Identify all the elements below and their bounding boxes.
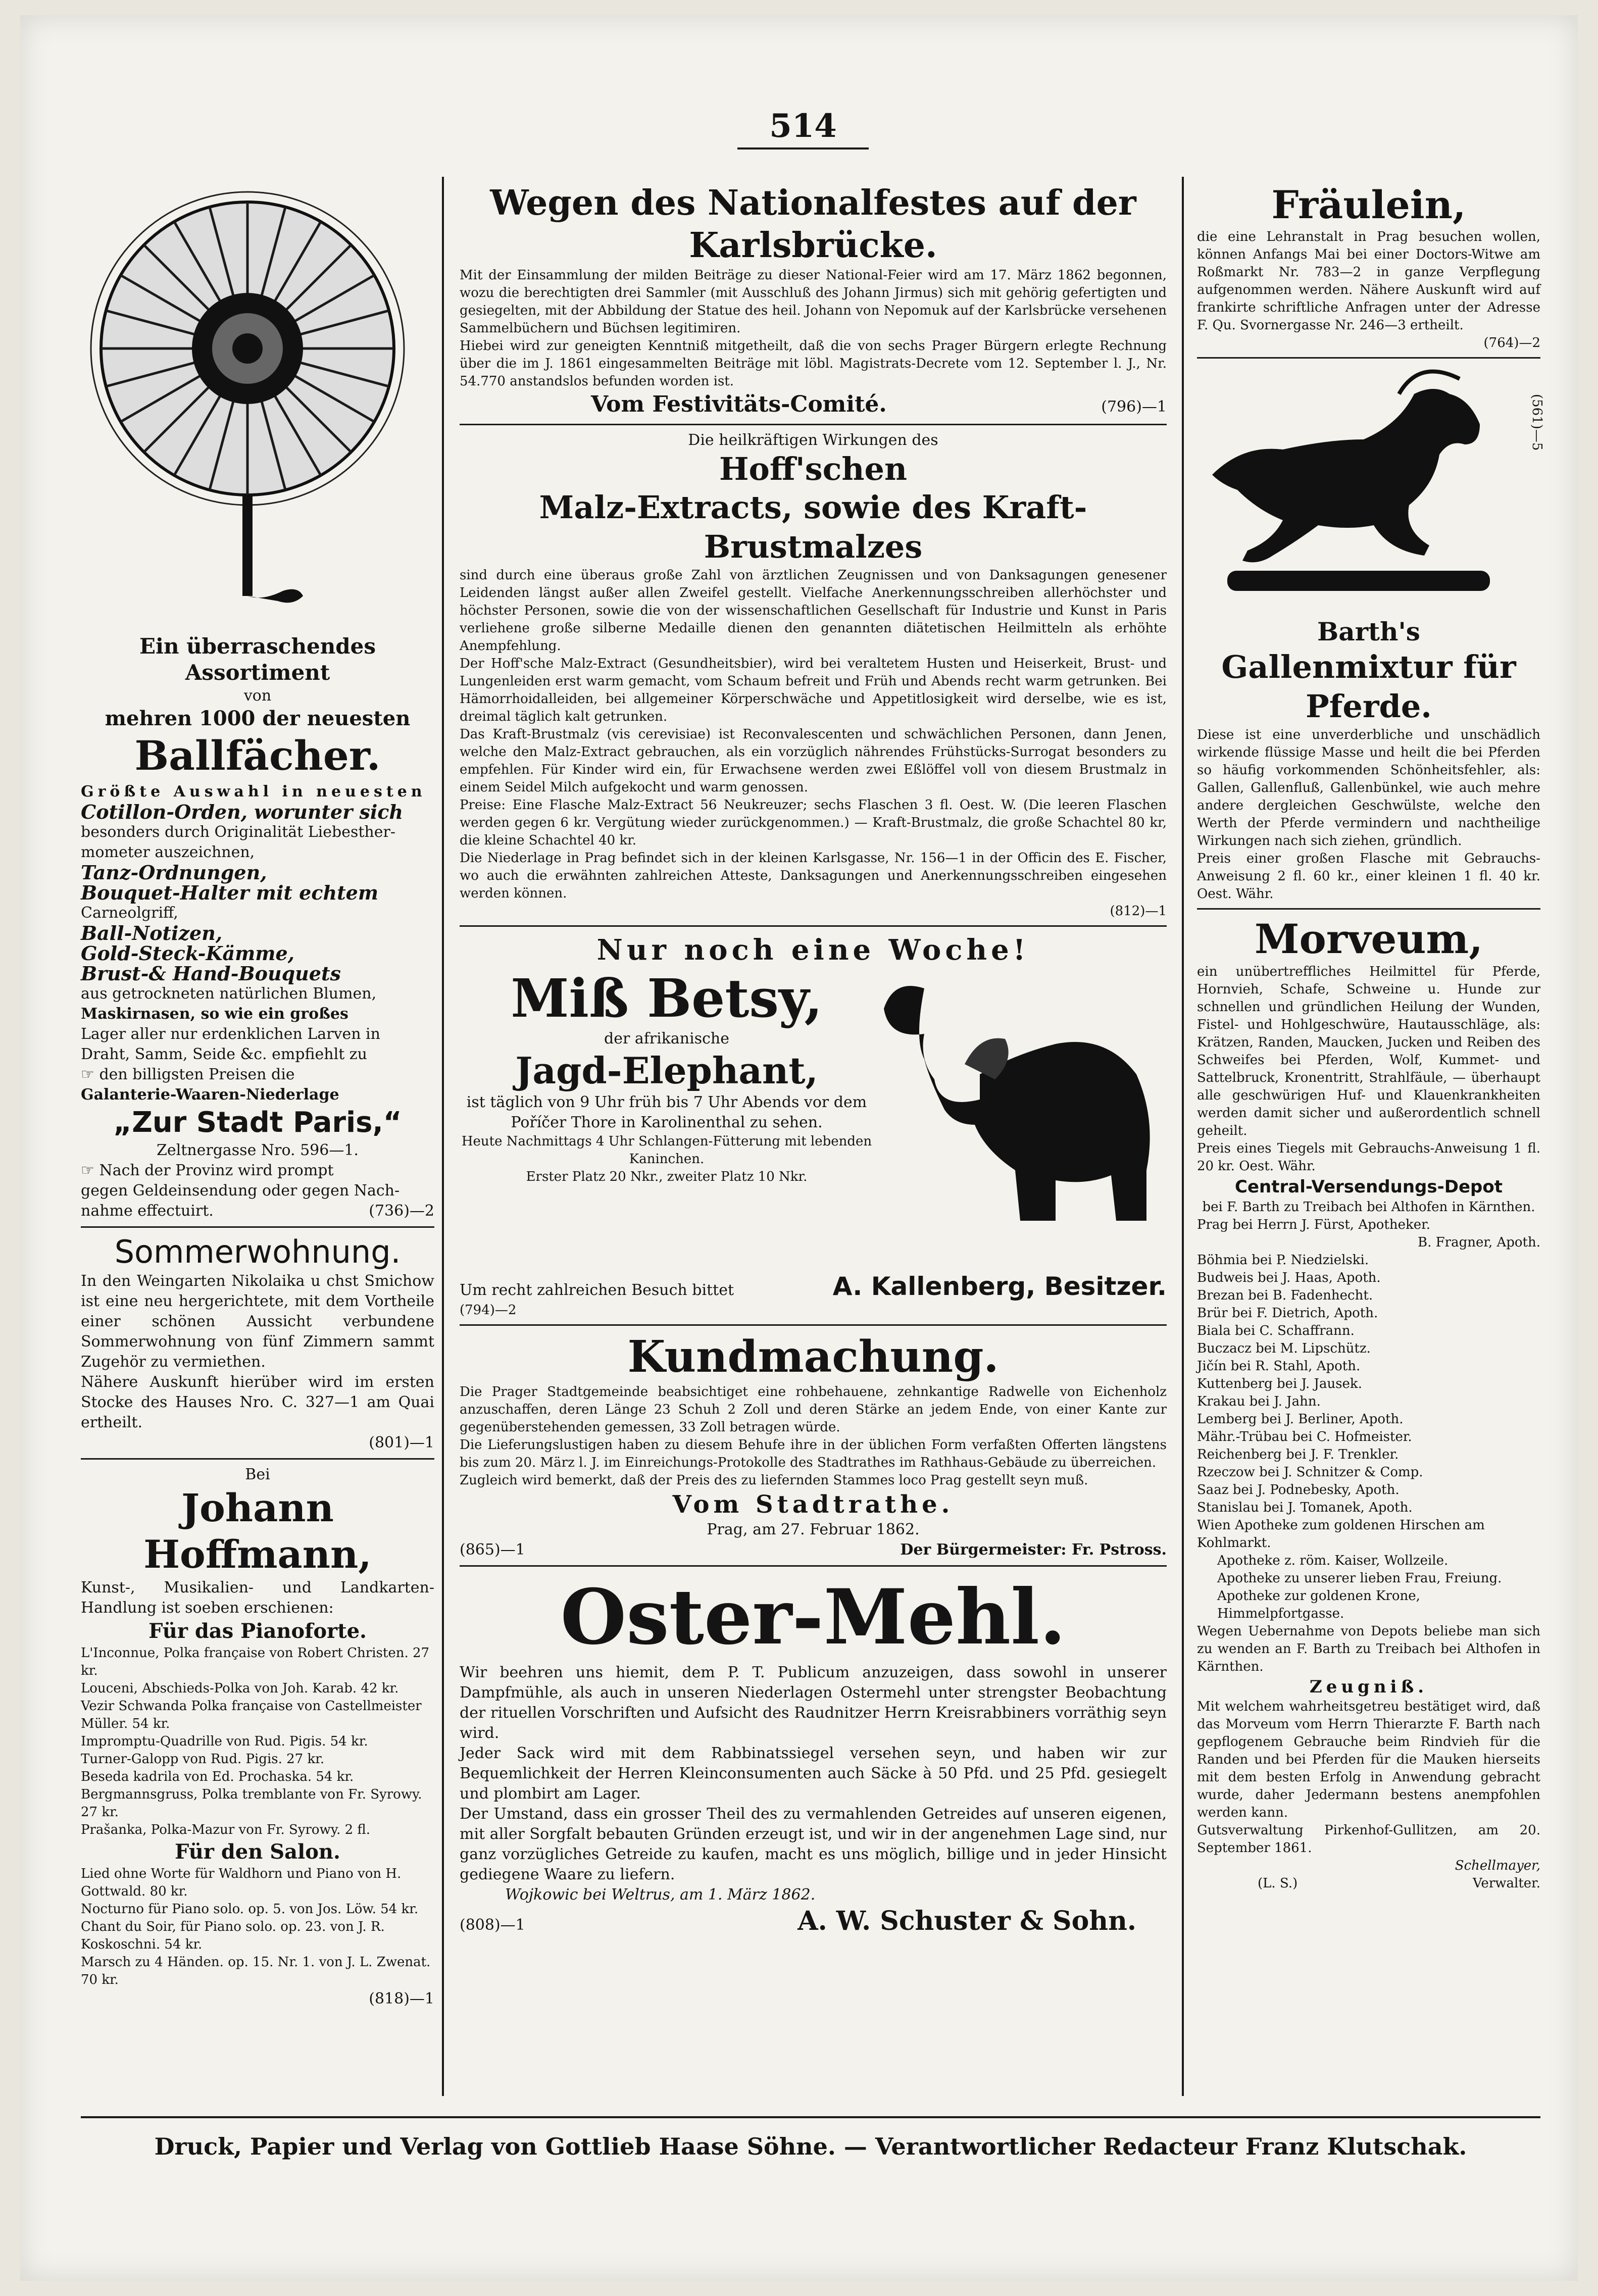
list-item: Reichenberg bei J. F. Trenkler. (1197, 1447, 1399, 1462)
list-item: B. Fragner, Apoth. (1417, 1235, 1540, 1250)
ad-hoff-text: Das Kraft-Brustmalz (vis cerevisiae) ist Reconvalescenten und schwächlichen Personen, dann Jenen, welche den Malz-Extract gebrauchen, als ein vorzüglich nährendes Frühstücks-Surrogat besonders zu empfehlen. Für Kinder wird ein, für Erwachsene werden zwei Eßlöffel voll von diesem Brustmalz in einem Seidel Milch aufgekocht und warm genossen. (460, 727, 1167, 795)
ad-ref: (764)—2 (1483, 335, 1540, 351)
ad-morveum-list (1197, 1216, 1540, 1623)
footer (81, 2131, 1540, 2162)
ad-morveum-ls: (L. S.) (1258, 1876, 1298, 1891)
list-item: L'Inconnue, Polka française von Robert Christen. 27 kr. (81, 1645, 430, 1678)
ad-fans-title-4: Ballfächer. (134, 732, 381, 779)
list-item: Rzeczow bei J. Schnitzer & Comp. (1197, 1465, 1423, 1480)
ad-kund-text: Die Lieferungslustigen haben zu diesem Behufe ihre in der üblichen Form verfaßten Offerten längstens bis zum 20. März l. J. im Einreichungs-Protokolle des Stadtrathes im Rathhaus-Gebäude zu überreichen. (460, 1437, 1167, 1470)
ad-betsy-title-1: Nur noch eine Woche! (596, 933, 1030, 967)
list-item: Nocturno für Piano solo. op. 5. von Jos. Löw. 54 kr. (81, 1902, 419, 1917)
ad-summer-title: Sommerwohnung. (114, 1233, 401, 1270)
list-item: Bergmannsgruss, Polka tremblante von Fr. Syrowy. 27 kr. (81, 1787, 422, 1820)
ad-hoff-text: Der Hoff'sche Malz-Extract (Gesundheitsbier), wird bei veraltetem Husten und Heiserkeit, Brust- und Lungenleiden erst warm gemacht, vom Schaum befreit und Früh und Abends recht warm getrunken. Bei Hämorrhoidalleiden, bei allgemeiner Körperschwäche und Appetitlosigkeit wird derselbe, wie es ist, dreimal täglich kalt getrunken. (460, 656, 1167, 724)
ad-betsy-body (460, 968, 1167, 1271)
column-rule-right (1182, 177, 1184, 2096)
ad-morveum-title: Morveum, (1254, 915, 1483, 963)
ad-betsy-text: Heute Nachmittags 4 Uhr Schlangen-Fütterung mit lebenden Kaninchen. (461, 1134, 872, 1167)
list-item: Impromptu-Quadrille von Rud. Pigis. 54 kr. (81, 1734, 368, 1749)
elephant-illustration (864, 958, 1167, 1241)
list-item: Stanislau bei J. Tomanek, Apoth. (1197, 1500, 1413, 1515)
ad-ref: (801)—1 (369, 1434, 434, 1452)
list-item: Brür bei F. Dietrich, Apoth. (1197, 1306, 1378, 1321)
horse-illustration (1197, 364, 1510, 616)
ad-music-list (81, 1865, 434, 1989)
list-item: Kuttenberg bei J. Jausek. (1197, 1376, 1362, 1391)
page-number-text: 514 (769, 107, 837, 145)
footer-rule (81, 2116, 1540, 2118)
list-item: Prag bei Herrn J. Fürst, Apotheker. (1197, 1217, 1430, 1232)
list-item: Mähr.-Trübau bei C. Hofmeister. (1197, 1429, 1412, 1444)
ad-fans-line: Galanterie-Waaren-Niederlage (81, 1086, 339, 1104)
separator (460, 424, 1167, 425)
ad-fans-title-1: Ein überraschendes Assortiment (139, 634, 376, 685)
ad-morveum-ztext: Mit welchem wahrheitsgetreu bestätiget wird, daß das Morveum vom Herrn Thierarzte F. Barth nach gepflogenem Gebrauche beim Rindvieh für die Randen und bei Pferden für die Mauken hierseits mit dem besten Erfolg in Anwendung gebracht wurde, daher Jedermann bestens anempfohlen werden kann. (1197, 1699, 1540, 1820)
ad-national-sign: Vom Festivitäts-Comité. (591, 391, 887, 417)
ad-kund-text: Die Prager Stadtgemeinde beabsichtiget eine rohbehauene, zehnkantige Radwelle von Eichenholz anzuschaffen, deren Länge 23 Schuh 2 Zoll und deren Stärke an jedem Ende, von einer Kante zur gegenüberstehenden gemessen, 33 Zoll betragen würde. (460, 1384, 1167, 1435)
ad-barth-text: Diese ist eine unverderbliche und unschädlich wirkende flüssige Masse und heilt die bei Pferden so häufig vorkommenden Schönheitsfehler, als: Gallen, Gallenfluß, Gallenbünkel, wie auch mehre andere dergleichen Geschwülste, welche den Werth der Pferde vermindern und nachtheilige Wirkungen nach sich ziehen, gründlich. (1197, 727, 1540, 848)
newspaper-page (20, 15, 1578, 2281)
list-item: Böhmia bei P. Niedzielski. (1197, 1253, 1369, 1268)
ad-hoff-text: Die Niederlage in Prag befindet sich in der kleinen Karlsgasse, Nr. 156—1 in der Officin des E. Fischer, wo auch die erwähnten zahlreichen Atteste, Danksagungen und Anerkennungsschreiben eingesehen werden können. (460, 851, 1167, 901)
ad-morveum-zeugnis: Zeugniß. (1309, 1677, 1428, 1697)
ad-morveum-text: Preis eines Tiegels mit Gebrauchs-Anweisung 1 fl. 20 kr. Oest. Währ. (1197, 1141, 1540, 1174)
list-item: Lied ohne Worte für Waldhorn und Piano von H. Gottwald. 80 kr. (81, 1866, 402, 1899)
ad-morveum-text: ein unübertreffliches Heilmittel für Pferde, Hornvieh, Schafe, Schweine u. Hunde zur schnellen und gründlichen Heilung der Wunden, Fistel- und Hohlgeschwüre, Hautausschläge, als: Krätzen, Randen, Maucken, Jucken und Reiben des Schweifes bei Pferden, Wolf, Kummet- und Sattelbruck, Kronentritt, Strahlfäule, — überhaupt alle geschwürigen Huf- und Klauenkrankheiten werden damit sicher und außerordentlich schnell geheilt. (1197, 964, 1540, 1138)
list-item: Apotheke zu unserer lieben Frau, Freiung. (1217, 1571, 1502, 1586)
ad-national-text: Hiebei wird zur geneigten Kenntniß mitgetheilt, daß die von sechs Prager Bürgern erlegte Rechnung über die im J. 1861 eingesammelten Beiträge mit löbl. Magistrats-Decrete vom 12. September l. J., Nr. 54.770 anstandslos befunden worden ist. (460, 338, 1167, 389)
list-item: Biala bei C. Schaffrann. (1197, 1323, 1355, 1338)
ad-fans-line: Nach der Provinz wird prompt (99, 1162, 334, 1179)
list-item: Brezan bei B. Fadenhecht. (1197, 1288, 1373, 1303)
ad-fans-title-2: von (243, 687, 272, 705)
ad-fans-line: Carneolgriff, (81, 904, 178, 922)
ad-kund-date: Prag, am 27. Februar 1862. (707, 1521, 920, 1538)
ad-morveum-sign: Gutsverwaltung Pirkenhof-Gullitzen, am 20. September 1861. (1197, 1823, 1540, 1856)
ad-fans-line: Maskirnasen, so wie ein großes (81, 1005, 348, 1023)
list-item: Wien Apotheke zum goldenen Hirschen am Kohlmarkt. (1197, 1518, 1485, 1551)
ad-national-text: Mit der Einsammlung der milden Beiträge zu dieser National-Feier wird am 17. März 1862 begonnen, wozu die berechtigten drei Sammler (mit Ausschluß des Johann Jirmus) sich mit gehörig gefertigten und gesiegelten, mit der Abbildung der Statue des heil. Johann von Nepomuk auf der Karlsbrücke versehenen Sammelbüchern und Büchsen legitimiren. (460, 268, 1167, 336)
list-item: Beseda kadrila von Ed. Prochaska. 54 kr. (81, 1769, 354, 1784)
ad-fans-line: Cotillon-Orden, worunter sich (81, 801, 404, 823)
list-item: Apotheke zur goldenen Krone, Himmelpfortgasse. (1217, 1588, 1420, 1621)
ad-ref: (865)—1 (460, 1541, 525, 1559)
ad-fans-line: den billigsten Preisen die (99, 1066, 295, 1083)
ad-fans-line: besonders durch Originalität Liebesther- (81, 823, 395, 841)
ad-barth-title-2: Gallenmixtur für Pferde. (1221, 648, 1516, 725)
list-item: Saaz bei J. Podnebesky, Apoth. (1197, 1482, 1400, 1498)
ad-fans-store: „Zur Stadt Paris,“ (113, 1106, 402, 1139)
ad-national-title: Wegen des Nationalfestes auf der Karlsbrücke. (490, 183, 1136, 266)
ad-oster-text: Der Umstand, dass ein grosser Theil des zu vermahlenden Getreides auf unseren eigenen, mit aller Sorgfalt bebauten Gründen erzeugt ist, und wir in der angenehmen Lage sind, nur ganz vorzügliches Getreide zu kaufen, macht es uns möglich, billige und in jeder Hinsicht gediegene Waare zu liefern. (460, 1805, 1167, 1883)
ad-ref: (812)—1 (1110, 904, 1167, 919)
horse-block (1197, 364, 1544, 616)
list-item: Krakau bei J. Jahn. (1197, 1394, 1321, 1409)
separator (460, 1324, 1167, 1326)
list-item: Vezir Schwanda Polka française von Castellmeister Müller. 54 kr. (81, 1699, 422, 1731)
ad-kund-text: Zugleich wird bemerkt, daß der Preis des zu liefernden Stammes loco Prag gestellt seyn muß. (460, 1473, 1088, 1488)
ad-oster-text: Wir beehren uns hiemit, dem P. T. Publicum anzuzeigen, dass sowohl in unserer Dampfmühle, als auch in unseren Niederlagen Ostermehl unter strengster Beobachtung der rituellen Vorschriften und Aufsicht des Raudnitzer Herrn Kreisrabbiners vorräthig seyn wird. (460, 1664, 1167, 1742)
ad-fans-line: Bouquet-Halter mit echtem (81, 881, 379, 904)
ad-morveum-depot: Central-Versendungs-Depot (1235, 1177, 1503, 1197)
ad-ref: (561)—5 (1529, 394, 1544, 451)
ad-ref: (736)—2 (369, 1202, 434, 1220)
ad-fans-line: mometer auszeichnen, (81, 843, 255, 861)
pointing-hand-icon: ☞ (81, 1162, 99, 1179)
ad-fans-line: Größte Auswahl in neuesten (81, 783, 426, 801)
ad-fans-line: Draht, Samm, Seide &c. empfiehlt zu (81, 1045, 367, 1063)
ad-fans-line: Brust-& Hand-Bouquets (81, 962, 341, 985)
ad-kund-sign: Vom Stadtrathe. (672, 1490, 954, 1519)
ad-summer-text: Nähere Auskunft hierüber wird im ersten Stocke des Hauses Nro. C. 327—1 am Quai ertheilt. (81, 1373, 434, 1431)
ad-music-bei: Bei (245, 1466, 270, 1483)
ad-betsy-text: ist täglich von 9 Uhr früh bis 7 Uhr Abends vor dem Poříčer Thore in Karolinenthal zu sehen. (466, 1093, 867, 1131)
ad-fans-line: Lager aller nur erdenklichen Larven in (81, 1025, 380, 1043)
ad-fraeulein-title: Fräulein, (1271, 182, 1466, 227)
ad-hoff-text: Preise: Eine Flasche Malz-Extract 56 Neukreuzer; sechs Flaschen 3 fl. Oest. W. (Die leeren Flaschen werden gegen 6 kr. Vergütung wieder zurückgenommen.) — Kraft-Brustmalz, die große Schachtel 80 kr, die kleine Schachtel 40 kr. (460, 797, 1167, 848)
ad-music-section: Für den Salon. (175, 1840, 340, 1864)
ad-hoff-title-3: Malz-Extracts, sowie des Kraft-Brustmalzes (539, 489, 1087, 565)
ad-ref: (808)—1 (460, 1916, 525, 1934)
ad-betsy-text: Erster Platz 20 Nkr., zweiter Platz 10 Nkr. (526, 1169, 808, 1184)
ad-fans-line: Ball-Notizen, (81, 922, 223, 944)
separator (1197, 908, 1540, 910)
list-item: Turner-Galopp von Rud. Pigis. 27 kr. (81, 1752, 325, 1767)
ad-music-name: Johann Hoffmann, (143, 1485, 372, 1577)
separator (460, 1565, 1167, 1567)
list-item: Marsch zu 4 Händen. op. 15. Nr. 1. von J. L. Zwenat. 70 kr. (81, 1955, 431, 1987)
ad-music-sub: Kunst-, Musikalien- und Landkarten-Handlung ist soeben erschienen: (81, 1579, 434, 1617)
ad-fans-line: nahme effectuirt. (81, 1202, 214, 1220)
list-item: Chant du Soir, für Piano solo. op. 23. von J. R. Koskoschni. 54 kr. (81, 1919, 385, 1952)
page-number (727, 109, 879, 144)
ad-hoff-text: sind durch eine überaus große Zahl von ärztlichen Zeugnissen und von Danksagungen genesener Leidenden längst außer allen Zweifel gestellt. Vielfache Anerkennungsschreiben allerhöchster und höchster Personen, sowie die von der wissenschaftlichen Gesellschaft für Industrie und Kunst in Paris verliehene große silberne Medaille dienen den genannten diätetischen Heilmitteln als erhöhte Anempfehlung. (460, 568, 1167, 654)
ad-morveum-sign: Schellmayer, (1455, 1858, 1540, 1873)
ad-barth-title-1: Barth's (1317, 617, 1420, 646)
ad-ref: (796)—1 (1101, 398, 1167, 416)
ad-ref: (794)—2 (460, 1303, 517, 1318)
column-rule-left (442, 177, 444, 2096)
ad-fans-title-3: mehren 1000 der neuesten (105, 707, 411, 730)
page-number-underline (737, 147, 869, 149)
list-item: Louceni, Abschieds-Polka von Joh. Karab. 42 kr. (81, 1681, 399, 1696)
list-item: Jičín bei R. Stahl, Apoth. (1197, 1359, 1361, 1374)
ad-oster-place: Wojkowic bei Weltrus, am 1. März 1862. (505, 1886, 816, 1904)
pointing-hand-icon: ☞ (81, 1066, 99, 1083)
list-item: Buczacz bei M. Lipschütz. (1197, 1341, 1371, 1356)
list-item: Prašanka, Polka-Mazur von Fr. Syrowy. 2 fl. (81, 1822, 371, 1837)
separator (81, 1226, 434, 1228)
fan-illustration (81, 182, 434, 626)
ad-fans-line: aus getrockneten natürlichen Blumen, (81, 985, 377, 1003)
ad-morveum-depot: bei F. Barth zu Treibach bei Althofen in Kärnthen. (1202, 1200, 1535, 1215)
ad-fans-line: Gold-Steck-Kämme, (81, 942, 294, 965)
separator (81, 1458, 434, 1460)
ad-fans-address: Zeltnergasse Nro. 596—1. (157, 1141, 359, 1159)
ad-barth-text: Preis einer großen Flasche mit Gebrauchs-Anweisung 2 fl. 60 kr., einer kleinen 1 fl. 40 kr. Oest. Währ. (1197, 851, 1540, 902)
ad-summer-text: In den Weingarten Nikolaika u chst Smichow ist eine neu hergerichtete, mit dem Vortheile einer schönen Aussicht verbundene Sommerwohnung von fünf Zimmern sammt Zugehör zu vermiethen. (81, 1272, 434, 1371)
center-column (460, 182, 1167, 1937)
list-item: Apotheke z. röm. Kaiser, Wollzeile. (1217, 1553, 1449, 1568)
ad-hoff-title-2: Hoff'schen (719, 451, 908, 487)
ad-oster-firm: A. W. Schuster & Sohn. (797, 1906, 1136, 1936)
ad-oster-title: Oster-Mehl. (560, 1573, 1066, 1662)
ad-hoff-title-1: Die heilkräftigen Wirkungen des (688, 431, 938, 449)
ad-fans-line: Tanz-Ordnungen, (81, 861, 267, 884)
footer-text: Druck, Papier und Verlag von Gottlieb Haase Söhne. — Verantwortlicher Redacteur Franz Klutschak. (154, 2133, 1467, 2160)
ad-morveum-depots: Wegen Uebernahme von Depots beliebe man sich zu wenden an F. Barth zu Treibach bei Althofen in Kärnthen. (1197, 1624, 1540, 1674)
left-column (81, 182, 434, 2009)
ad-betsy-title-3: der afrikanische (604, 1030, 729, 1047)
ad-ref: (818)—1 (369, 1990, 434, 2008)
separator (1197, 357, 1540, 359)
ad-betsy-text: Um recht zahlreichen Besuch bittet (460, 1281, 734, 1299)
ad-oster-text: Jeder Sack wird mit dem Rabbinatssiegel versehen seyn, und haben wir zur Bequemlichkeit der Herren Kleinconsumenten auch Säcke à 50 Pfd. und 25 Pfd. gesiegelt und plombirt am Lager. (460, 1744, 1167, 1803)
ad-betsy-title-4: Jagd-Elephant, (515, 1049, 818, 1092)
ad-betsy-owner: A. Kallenberg, Besitzer. (832, 1272, 1167, 1301)
separator (460, 925, 1167, 927)
ad-kund-title: Kundmachung. (627, 1331, 999, 1382)
right-column (1197, 182, 1544, 1892)
ad-music-section: Für das Pianoforte. (148, 1619, 367, 1643)
ad-betsy-title-2: Miß Betsy, (511, 967, 823, 1029)
list-item: Lemberg bei J. Berliner, Apoth. (1197, 1412, 1404, 1427)
ad-morveum-sign: Verwalter. (1473, 1876, 1540, 1891)
list-item: Budweis bei J. Haas, Apoth. (1197, 1270, 1381, 1285)
ad-music-list (81, 1644, 434, 1839)
ad-fraeulein-text: die eine Lehranstalt in Prag besuchen wollen, können Anfangs Mai bei einer Doctors-Witwe am Roßmarkt Nr. 783—2 in ganze Verpflegung aufgenommen werden. Nähere Auskunft wird auf frankirte schriftliche Anfragen unter der Adresse F. Qu. Svornergasse Nr. 246—3 ertheilt. (1197, 229, 1540, 333)
ad-kund-mayor: Der Bürgermeister: Fr. Pstross. (900, 1541, 1167, 1559)
ad-fans-line: gegen Geldeinsendung oder gegen Nach- (81, 1182, 400, 1200)
